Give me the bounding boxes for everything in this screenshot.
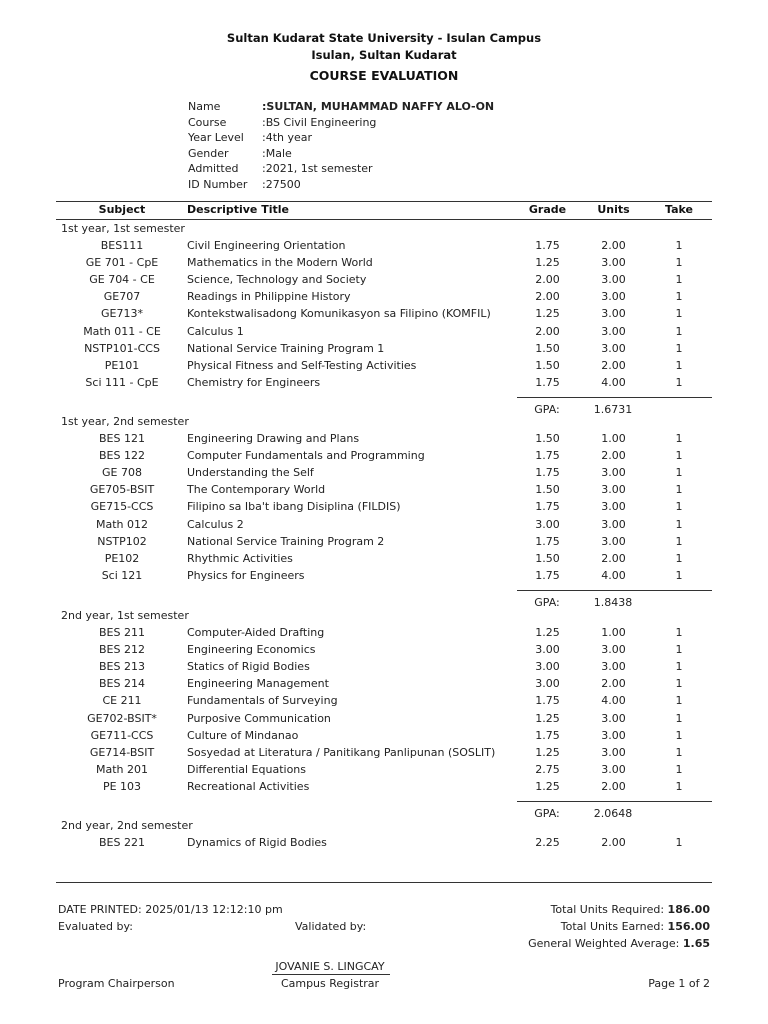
take-value: 1 <box>675 517 683 531</box>
units-value: 3.00 <box>601 466 626 480</box>
units-value: 3.00 <box>601 307 626 321</box>
validated-by-label: Validated by: <box>295 920 367 933</box>
semester-gpa: 2.0648 <box>593 806 633 820</box>
units-value: 2.00 <box>601 779 626 793</box>
student-info-label: ID Number <box>188 177 248 191</box>
descriptive-title: Purposive Communication <box>187 711 331 725</box>
student-info-label: Gender <box>188 146 229 160</box>
descriptive-title: Readings in Philippine History <box>187 290 351 304</box>
student-info-value: :27500 <box>262 177 301 191</box>
university-name: Sultan Kudarat State University - Isulan Campus <box>226 31 542 45</box>
subject-code: GE715-CCS <box>90 500 154 514</box>
descriptive-title: Engineering Management <box>187 677 329 691</box>
grade-value: 1.25 <box>535 779 560 793</box>
table-row <box>56 643 712 660</box>
descriptive-title: Sosyedad at Literatura / Panitikang Panlipunan (SOSLIT) <box>187 745 496 759</box>
subject-code: BES 122 <box>99 449 145 463</box>
table-row <box>56 449 712 466</box>
descriptive-title: Filipino sa Iba't ibang Disiplina (FILDIS) <box>187 500 401 514</box>
descriptive-title: Mathematics in the Modern World <box>187 256 373 270</box>
descriptive-title: Engineering Drawing and Plans <box>187 432 360 445</box>
take-value: 1 <box>675 358 683 372</box>
subject-code: Sci 121 <box>101 568 143 582</box>
descriptive-title: Computer Fundamentals and Programming <box>187 449 425 463</box>
table-row <box>56 677 712 694</box>
take-value: 1 <box>675 779 683 793</box>
descriptive-title: Fundamentals of Surveying <box>187 694 338 708</box>
total-units-earned-label: Total Units Earned: <box>560 920 665 933</box>
table-row <box>56 290 712 307</box>
subject-code: GE707 <box>103 290 141 304</box>
take-value: 1 <box>675 660 683 674</box>
grade-value: 1.75 <box>535 534 560 548</box>
grade-value: 1.50 <box>535 358 560 372</box>
subject-code: BES 213 <box>99 660 145 674</box>
student-info-label: Course <box>188 115 227 129</box>
take-value: 1 <box>675 307 683 321</box>
grade-value: 3.00 <box>535 677 560 691</box>
units-value: 3.00 <box>601 660 626 674</box>
take-value: 1 <box>675 643 683 657</box>
subject-code: GE 708 <box>102 466 142 480</box>
grade-value: 2.00 <box>535 324 560 338</box>
evaluated-by-label: Evaluated by: <box>58 920 133 933</box>
table-row <box>56 626 712 643</box>
grade-value: 1.25 <box>535 711 560 725</box>
subject-code: BES111 <box>100 239 144 252</box>
take-value: 1 <box>675 534 683 548</box>
units-value: 3.00 <box>601 500 626 514</box>
take-value: 1 <box>675 341 683 355</box>
grade-value: 1.50 <box>535 341 560 355</box>
signature-line <box>272 974 390 975</box>
table-row <box>56 660 712 677</box>
descriptive-title: Recreational Activities <box>187 779 310 793</box>
table-row <box>56 256 712 273</box>
units-value: 1.00 <box>601 432 626 445</box>
header-grade: Grade <box>528 203 567 216</box>
footer-rule <box>56 882 712 883</box>
take-value: 1 <box>675 551 683 565</box>
units-value: 2.00 <box>601 677 626 691</box>
table-row <box>56 273 712 290</box>
student-info-value: :SULTAN, MUHAMMAD NAFFY ALO-ON <box>262 100 495 113</box>
table-row <box>56 780 712 797</box>
subject-code: Math 011 - CE <box>83 324 161 338</box>
gpa-label: GPA: <box>534 806 560 820</box>
grade-value: 2.25 <box>535 836 560 849</box>
subject-code: NSTP101-CCS <box>84 341 160 355</box>
semester-heading: 1st year, 2nd semester <box>61 415 189 428</box>
subject-code: Math 012 <box>95 517 148 531</box>
grade-value: 1.75 <box>535 500 560 514</box>
units-value: 4.00 <box>601 694 626 708</box>
grade-value: 1.75 <box>535 568 560 582</box>
take-value: 1 <box>675 626 683 639</box>
take-value: 1 <box>675 324 683 338</box>
units-value: 4.00 <box>601 375 626 389</box>
subject-code: BES 212 <box>99 643 145 657</box>
grade-value: 2.00 <box>535 290 560 304</box>
subject-code: BES 221 <box>99 836 145 849</box>
take-value: 1 <box>675 711 683 725</box>
take-value: 1 <box>675 483 683 497</box>
units-value: 3.00 <box>601 273 626 287</box>
take-value: 1 <box>675 466 683 480</box>
units-value: 3.00 <box>601 711 626 725</box>
units-value: 3.00 <box>601 762 626 776</box>
grade-value: 1.75 <box>535 239 560 252</box>
descriptive-title: Calculus 2 <box>187 517 244 531</box>
take-value: 1 <box>675 432 683 445</box>
descriptive-title: Calculus 1 <box>187 324 244 338</box>
subject-code: GE714-BSIT <box>89 745 155 759</box>
descriptive-title: Rhythmic Activities <box>187 551 293 565</box>
units-value: 3.00 <box>601 643 626 657</box>
descriptive-title: Physics for Engineers <box>187 568 305 582</box>
units-value: 3.00 <box>601 517 626 531</box>
table-row <box>56 483 712 500</box>
student-info-label: Name <box>188 100 221 113</box>
take-value: 1 <box>675 762 683 776</box>
grade-value: 1.50 <box>535 432 560 445</box>
descriptive-title: The Contemporary World <box>187 483 326 497</box>
grade-value: 3.00 <box>535 660 560 674</box>
subject-code: GE 701 - CpE <box>85 256 159 270</box>
table-row <box>56 359 712 376</box>
take-value: 1 <box>675 290 683 304</box>
descriptive-title: Culture of Mindanao <box>187 728 299 742</box>
table-row <box>56 342 712 359</box>
units-value: 2.00 <box>601 836 626 849</box>
header-units: Units <box>597 203 630 216</box>
gpa-label: GPA: <box>534 595 560 609</box>
semester-heading: 1st year, 1st semester <box>61 222 185 235</box>
general-weighted-average <box>528 937 710 950</box>
table-row <box>56 569 712 586</box>
table-row <box>56 763 712 780</box>
descriptive-title: Physical Fitness and Self-Testing Activities <box>187 358 417 372</box>
table-row <box>56 500 712 517</box>
table-row <box>56 535 712 552</box>
descriptive-title: National Service Training Program 1 <box>187 341 385 355</box>
subject-code: Math 201 <box>95 762 148 776</box>
student-info-label: Year Level <box>188 131 244 144</box>
units-value: 3.00 <box>601 534 626 548</box>
page-number: Page 1 of 2 <box>648 977 710 990</box>
grade-value: 1.75 <box>535 449 560 463</box>
units-value: 3.00 <box>601 483 626 497</box>
take-value: 1 <box>675 568 683 582</box>
subject-code: GE702-BSIT* <box>87 711 157 725</box>
semester-heading: 2nd year, 2nd semester <box>61 819 193 832</box>
subject-code: GE 704 - CE <box>89 273 155 287</box>
table-header-rule <box>56 219 712 220</box>
gpa-rule <box>517 590 712 591</box>
student-info-value: :BS Civil Engineering <box>262 115 377 129</box>
descriptive-title: Kontekstwalisadong Komunikasyon sa Filipino (KOMFIL) <box>187 307 491 321</box>
table-row <box>56 466 712 483</box>
units-value: 3.00 <box>601 341 626 355</box>
units-value: 3.00 <box>601 324 626 338</box>
grade-value: 1.25 <box>535 256 560 270</box>
table-row <box>56 432 712 449</box>
student-info-value: :4th year <box>262 131 313 144</box>
descriptive-title: Differential Equations <box>187 762 307 776</box>
descriptive-title: National Service Training Program 2 <box>187 534 385 548</box>
take-value: 1 <box>675 375 683 389</box>
student-info-value: :2021, 1st semester <box>262 162 373 175</box>
subject-code: BES 211 <box>99 626 145 639</box>
table-row <box>56 307 712 324</box>
grade-value: 1.75 <box>535 375 560 389</box>
semester-gpa: 1.8438 <box>593 595 633 609</box>
take-value: 1 <box>675 728 683 742</box>
units-value: 2.00 <box>601 551 626 565</box>
header-take: Take <box>665 203 693 216</box>
units-value: 3.00 <box>601 745 626 759</box>
grade-value: 3.00 <box>535 643 560 657</box>
student-info-value: :Male <box>262 146 292 160</box>
grade-value: 1.25 <box>535 745 560 759</box>
table-row <box>56 694 712 711</box>
subject-code: PE102 <box>104 551 140 565</box>
take-value: 1 <box>675 273 683 287</box>
take-value: 1 <box>675 256 683 270</box>
descriptive-title: Chemistry for Engineers <box>187 375 321 389</box>
total-units-earned <box>561 920 710 933</box>
descriptive-title: Computer-Aided Drafting <box>187 626 325 639</box>
table-row <box>56 746 712 763</box>
grade-value: 3.00 <box>535 517 560 531</box>
take-value: 1 <box>675 677 683 691</box>
subject-code: CE 211 <box>102 694 142 708</box>
subject-code: GE711-CCS <box>90 728 154 742</box>
subject-code: BES 214 <box>99 677 145 691</box>
take-value: 1 <box>675 239 683 252</box>
total-units-required-value: 186.00 <box>667 903 710 916</box>
take-value: 1 <box>675 500 683 514</box>
units-value: 3.00 <box>601 728 626 742</box>
total-units-required <box>551 903 710 916</box>
grade-value: 1.25 <box>535 626 560 639</box>
total-units-required-label: Total Units Required: <box>550 903 665 916</box>
descriptive-title: Statics of Rigid Bodies <box>187 660 310 674</box>
descriptive-title: Science, Technology and Society <box>187 273 367 287</box>
total-units-earned-value: 156.00 <box>667 920 710 933</box>
registrar-name: JOVANIE S. LINGCAY <box>275 960 385 973</box>
gwa-value: 1.65 <box>682 937 710 950</box>
subject-code: NSTP102 <box>97 534 147 548</box>
student-info-label: Admitted <box>188 162 239 175</box>
table-row <box>56 518 712 535</box>
header-subject: Subject <box>98 203 146 216</box>
units-value: 2.00 <box>601 239 626 252</box>
descriptive-title: Understanding the Self <box>187 466 314 480</box>
table-row <box>56 712 712 729</box>
units-value: 4.00 <box>601 568 626 582</box>
semester-gpa: 1.6731 <box>593 402 633 416</box>
subject-code: GE713* <box>101 307 143 321</box>
units-value: 2.00 <box>601 358 626 372</box>
document-title: COURSE EVALUATION <box>309 68 459 83</box>
gpa-label: GPA: <box>534 402 560 416</box>
descriptive-title: Dynamics of Rigid Bodies <box>187 836 327 849</box>
units-value: 3.00 <box>601 290 626 304</box>
units-value: 2.00 <box>601 449 626 463</box>
descriptive-title: Civil Engineering Orientation <box>187 239 346 252</box>
gpa-rule <box>517 801 712 802</box>
descriptive-title: Engineering Economics <box>187 643 316 657</box>
grade-value: 1.75 <box>535 466 560 480</box>
grade-value: 1.50 <box>535 483 560 497</box>
grade-value: 1.25 <box>535 307 560 321</box>
table-row <box>56 552 712 569</box>
header-descriptive-title: Descriptive Title <box>187 203 289 216</box>
subject-code: GE705-BSIT <box>89 483 155 497</box>
date-printed: DATE PRINTED: 2025/01/13 12:12:10 pm <box>58 903 283 916</box>
registrar-title: Campus Registrar <box>280 977 380 990</box>
take-value: 1 <box>675 694 683 708</box>
grade-value: 2.75 <box>535 762 560 776</box>
grade-value: 1.75 <box>535 728 560 742</box>
program-chairperson-label: Program Chairperson <box>58 977 175 990</box>
take-value: 1 <box>675 449 683 463</box>
subject-code: PE 103 <box>102 779 142 793</box>
grade-value: 1.75 <box>535 694 560 708</box>
subject-code: PE101 <box>104 358 140 372</box>
table-row <box>56 376 712 393</box>
grade-value: 2.00 <box>535 273 560 287</box>
units-value: 3.00 <box>601 256 626 270</box>
table-top-rule <box>56 201 712 202</box>
subject-code: Sci 111 - CpE <box>85 375 159 389</box>
table-row <box>56 729 712 746</box>
grade-value: 1.50 <box>535 551 560 565</box>
take-value: 1 <box>675 745 683 759</box>
semester-heading: 2nd year, 1st semester <box>61 609 189 622</box>
university-location: Isulan, Sultan Kudarat <box>311 48 457 62</box>
subject-code: BES 121 <box>99 432 145 445</box>
gwa-label: General Weighted Average: <box>528 937 680 950</box>
table-row <box>56 325 712 342</box>
take-value: 1 <box>675 836 683 849</box>
gpa-rule <box>517 397 712 398</box>
units-value: 1.00 <box>601 626 626 639</box>
table-row <box>56 239 712 256</box>
table-row <box>56 836 712 853</box>
